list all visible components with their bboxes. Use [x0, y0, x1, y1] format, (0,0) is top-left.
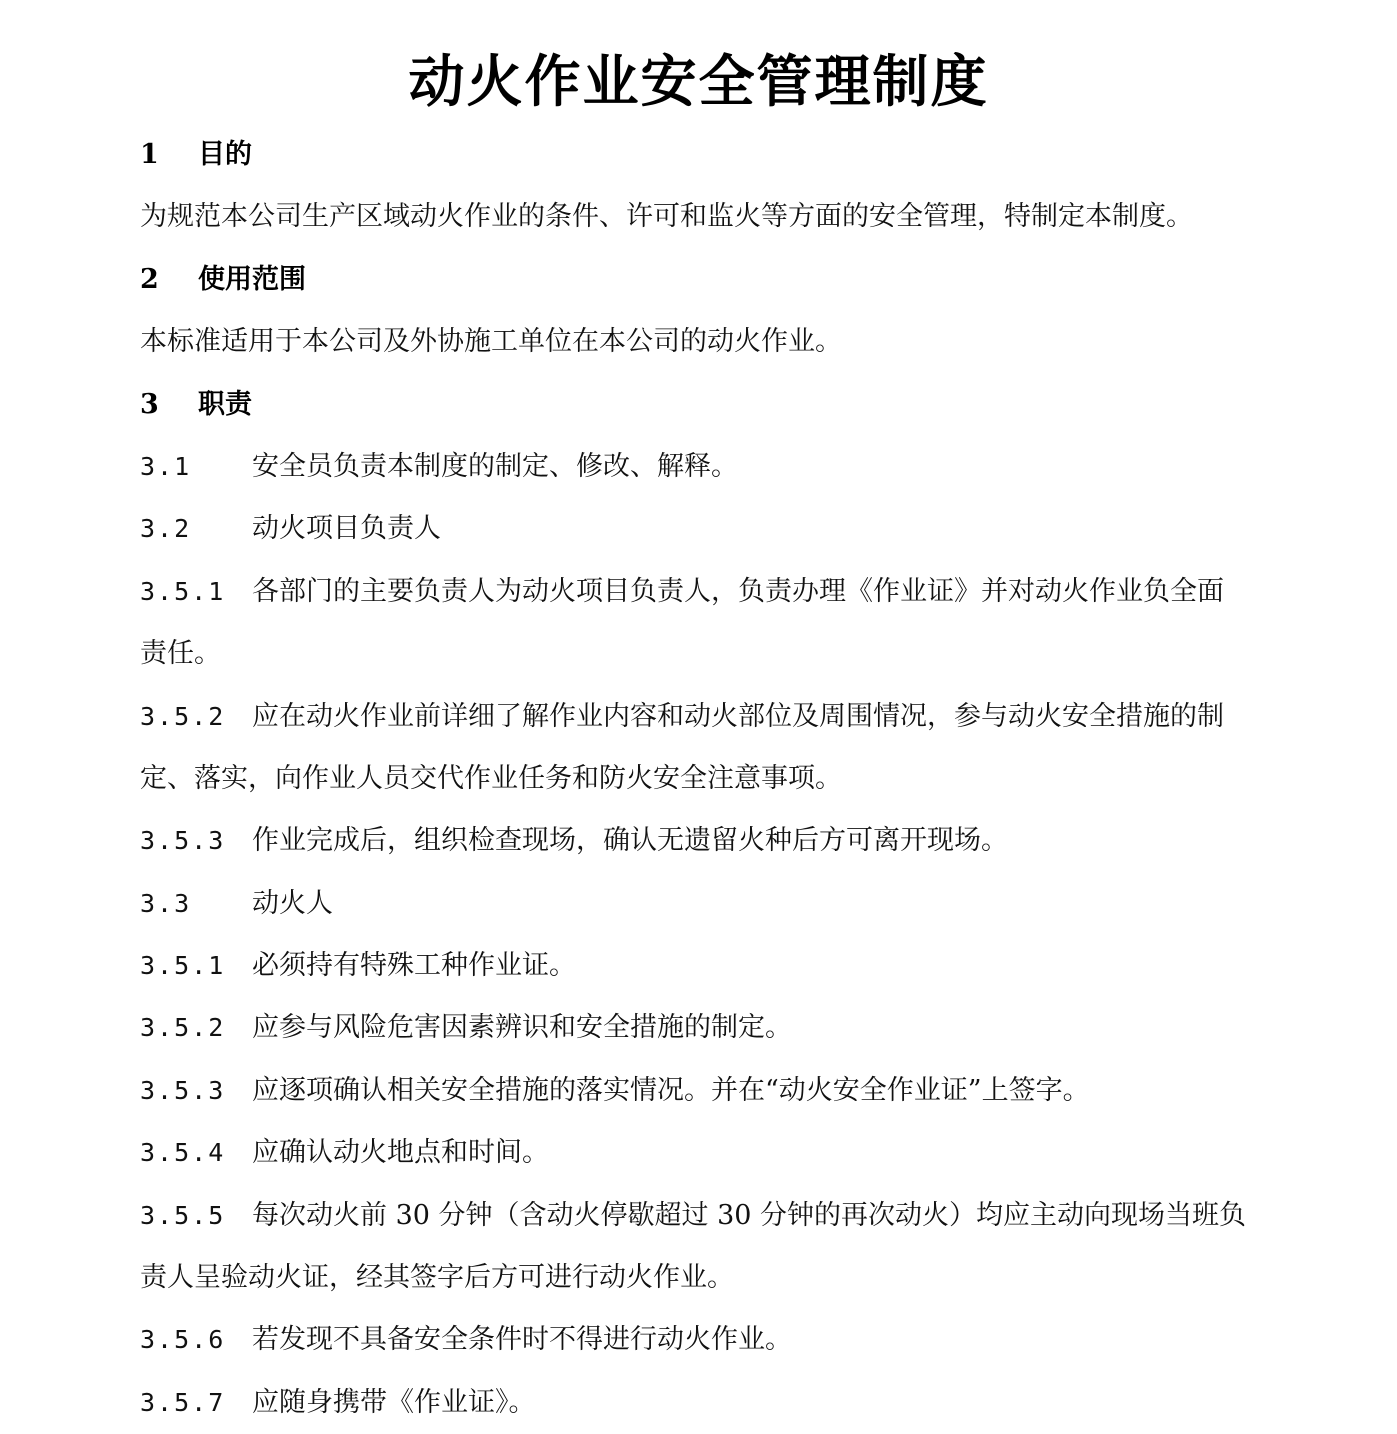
item-text: 若发现不具备安全条件时不得进行动火作业。 — [252, 1324, 792, 1356]
list-item — [140, 997, 1250, 1059]
section-title: 使用范围 — [198, 263, 306, 295]
list-item — [140, 1185, 1250, 1247]
paragraph: 为规范本公司生产区域动火作业的条件、许可和监火等方面的安全管理，特制定本制度。 — [140, 201, 1193, 233]
item-number: 3.3 — [140, 888, 192, 918]
list-item — [140, 436, 1250, 498]
section-title: 职责 — [198, 388, 252, 420]
item-text: 应随身携带《作业证》。 — [252, 1386, 536, 1418]
item-number: 3.5.1 — [140, 951, 226, 981]
list-item — [140, 686, 1250, 748]
item-text: 动火项目负责人 — [252, 513, 441, 545]
list-item — [140, 1309, 1250, 1371]
item-text: 动火人 — [252, 887, 333, 919]
item-number: 3.5.1 — [140, 576, 226, 606]
section-number: 2 — [140, 263, 159, 295]
item-number: 3.5.2 — [140, 701, 226, 731]
list-item — [140, 1122, 1250, 1184]
item-number: 3.5.7 — [140, 1387, 226, 1417]
item-text: 每次动火前 30 分钟（含动火停歇超过 30 分钟的再次动火）均应主动向现场当班负 — [252, 1199, 1247, 1231]
item-continuation: 责人呈验动火证，经其签字后方可进行动火作业。 — [140, 1262, 734, 1294]
item-text: 各部门的主要负责人为动火项目负责人，负责办理《作业证》并对动火作业负全面 — [252, 575, 1224, 607]
item-text: 应在动火作业前详细了解作业内容和动火部位及周围情况，参与动火安全措施的制 — [252, 700, 1224, 732]
document-title: 动火作业安全管理制度 — [408, 49, 989, 115]
list-item — [140, 873, 1250, 935]
item-text: 必须持有特殊工种作业证。 — [252, 950, 576, 982]
section-title: 目的 — [198, 139, 252, 170]
list-item — [140, 935, 1250, 997]
item-text: 作业完成后，组织检查现场，确认无遗留火种后方可离开现场。 — [252, 825, 1008, 857]
section-heading — [140, 249, 1250, 311]
item-number: 3.5.5 — [140, 1200, 226, 1230]
item-continuation: 定、落实，向作业人员交代作业任务和防火安全注意事项。 — [140, 762, 842, 794]
item-continuation: 责任。 — [140, 638, 221, 670]
list-item — [140, 1372, 1250, 1434]
item-text: 应确认动火地点和时间。 — [252, 1137, 549, 1169]
item-number: 3.5.6 — [140, 1325, 226, 1355]
section-heading — [140, 124, 1250, 186]
item-number: 3.5.3 — [140, 1075, 226, 1105]
list-item — [140, 561, 1250, 623]
item-number: 3.2 — [140, 514, 192, 544]
list-item — [140, 498, 1250, 560]
section-number: 3 — [140, 388, 159, 420]
item-number: 3.5.3 — [140, 826, 226, 856]
paragraph: 本标准适用于本公司及外协施工单位在本公司的动火作业。 — [140, 326, 842, 358]
list-item — [140, 1060, 1250, 1122]
section-number: 1 — [140, 139, 159, 170]
list-item — [140, 810, 1250, 872]
item-number: 3.1 — [140, 451, 192, 481]
document-body — [140, 124, 1250, 1434]
item-text: 应参与风险危害因素辨识和安全措施的制定。 — [252, 1012, 792, 1044]
section-heading — [140, 374, 1250, 436]
item-text: 应逐项确认相关安全措施的落实情况。并在“动火安全作业证”上签字。 — [252, 1074, 1090, 1106]
item-number: 3.5.4 — [140, 1138, 226, 1168]
item-number: 3.5.2 — [140, 1013, 226, 1043]
item-text: 安全员负责本制度的制定、修改、解释。 — [252, 450, 738, 482]
